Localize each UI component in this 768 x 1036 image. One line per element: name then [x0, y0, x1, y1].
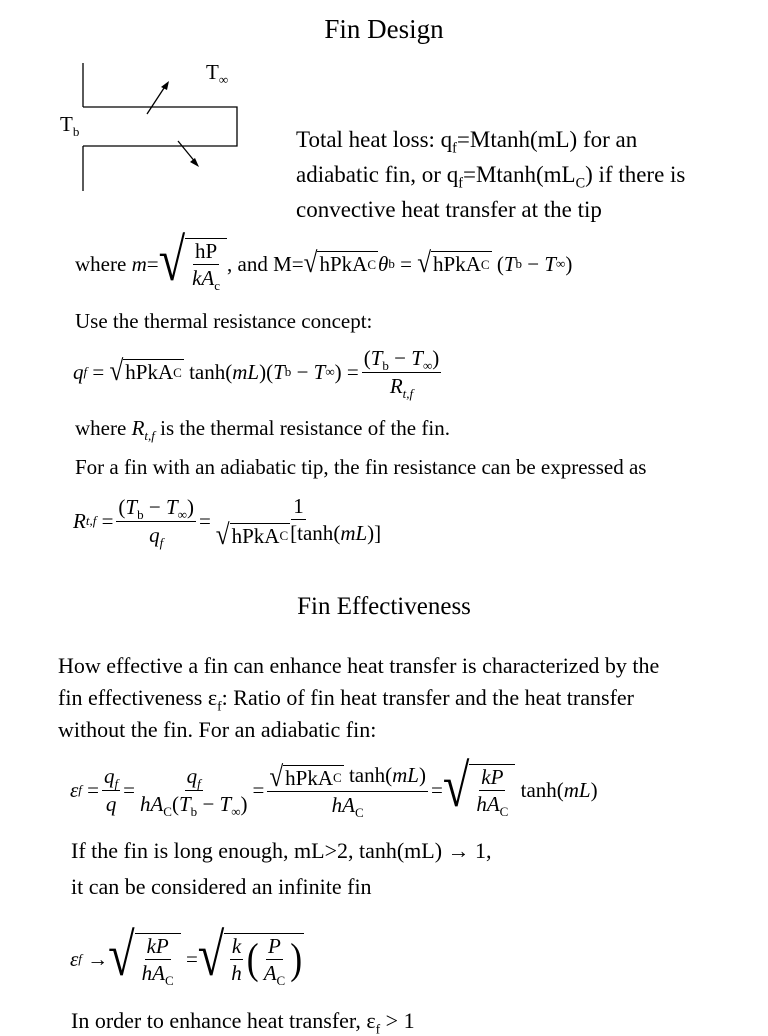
t-infinity-label: $T_\infty$ — [206, 60, 229, 88]
m-definition-equation: where m = √ $\frac{hP}{kA_c}$ , and M= √ hPkA C θ b = √ hPkA C ( T b − T ∞ ) — [75, 227, 573, 294]
infinite-fin-text: it can be considered an infinite fin — [71, 874, 372, 899]
page-title: Fin Design — [324, 14, 444, 44]
effectiveness-paragraph: How effective a fin can enhance heat transfer is characterized by the fin effectiveness $\varepsilon_f$: Ratio of fin heat transfer and the heat transfer without the fin. For an adiabatic fin: — [58, 653, 660, 742]
enhance-text: In order to enhance heat transfer, $\varepsilon_f > 1$ — [71, 1008, 415, 1036]
effectiveness-equation: ε f = $\frac{q_f}{q}$ = $\frac{q_f}{hA_C(T_b - T_\infty)}$ = √ hPkA C tanh(mL) $hA_C$ = √ $\frac{kP}{hA_C}$ tanh ( mL ) — [70, 753, 598, 820]
heat-loss-paragraph: Total heat loss: $q_f=Mtanh(mL)$ for an adiabatic fin, or $q_f=Mtanh(mL_C)$ if there is convective heat transfer at the tip — [296, 127, 686, 222]
t-base-label: $T_b$ — [60, 112, 80, 140]
resistance-concept-text: Use the thermal resistance concept: — [75, 309, 373, 333]
convection-arrow-up — [147, 85, 166, 114]
long-fin-text: If the fin is long enough, mL>2, tanh(mL) → 1, — [71, 838, 492, 863]
fin-outline — [83, 107, 237, 146]
adiabatic-tip-text: For a fin with an adiabatic tip, the fin resistance can be expressed as — [75, 455, 647, 479]
qf-equation: q f = √ hPkA C tanh ( mL )( T b − T ∞ ) = $\frac{(T_b - T_\infty)}{R_{t,f}}$ — [73, 346, 440, 401]
section-title-effectiveness: Fin Effectiveness — [297, 593, 471, 620]
rtf-equation: R t,f = $\frac{(T_b - T_\infty)}{q_f}$ = 1 √ hPkA C [tanh(mL)] — [73, 494, 382, 551]
rtf-definition-text: where $R_{t,f}$ is the thermal resistance of the fin. — [75, 416, 450, 444]
infinite-fin-equation: ε f → √ $\frac{kP}{hA_C}$ = √ $\frac{k}{h}$ ( $\frac{P}{A_C}$ ) — [70, 922, 303, 989]
